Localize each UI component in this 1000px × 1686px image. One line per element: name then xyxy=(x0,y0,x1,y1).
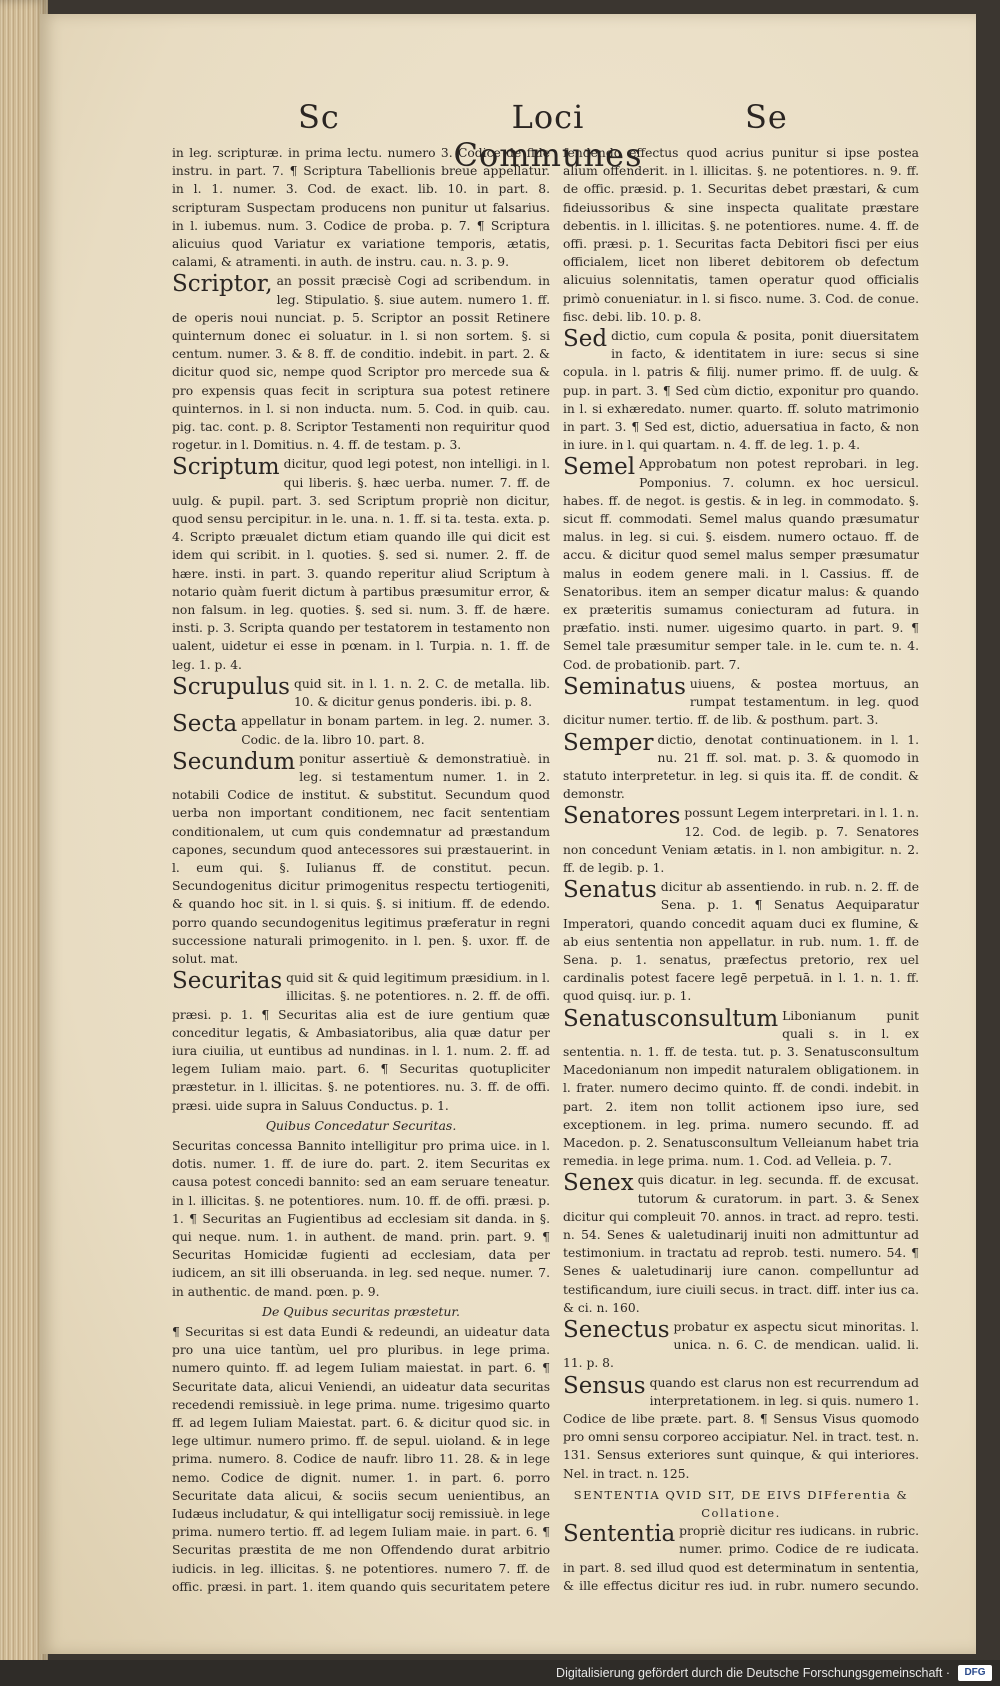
lemma-text: quid sit & quid legitimum præsidium. in l. illicitas. §. ne potentiores. n. 2. ff. de offi. præsi. p. 1. ¶ Securitas alia est de iure gentium quæ conceditur legatis, & Ambasiatoribus, alia quæ datur per iura ciuilia, ut euntibus ad nundinas. in l. 1. num. 2. ff. ad legem Iuliam maio. part. 6. ¶ Securitas quotupliciter præstetur. in l. illicitas. §. ne potentiores. nu. 3. ff. de offi. præsi. uide supra in Saluus Conductus. p. 1. xyxy=(172,971,550,1113)
footer-bar xyxy=(0,1660,1000,1686)
lemma-keyword: Sententia xyxy=(563,1521,676,1548)
lemma-entry xyxy=(172,1323,550,1594)
lemma-keyword: Securitas xyxy=(172,968,283,995)
lemma-keyword: Senatusconsultum xyxy=(563,1005,779,1032)
lemma-text: appellatur in bonam partem. in leg. 2. numer. 3. Codic. de la. libro 10. part. 8. xyxy=(241,714,550,747)
lemma-entry xyxy=(563,878,919,1005)
lemma-entry xyxy=(172,750,550,968)
lemma-text: Approbatum non potest reprobari. in leg. Pomponius. 7. column. ex hoc uersicul. habes. ff. de negot. is gestis. & in leg. in commodato. §. sicut ff. commodati. Semel malus quando præsumatur malus. in leg. si cui. §. eisdem. numero octauo. ff. de accu. & dicitur quod semel malus semper præsumatur malus in eodem genere mali. in l. Cassius. ff. de Senatoribus. item an semper dicatur malus: & quando ex præteritis sumamus coniecturam ad futura. in præfatio. insti. numer. uigesimo quarto. in part. 9. ¶ Semel tale præsumitur semper tale. in le. cum te. n. 4. Cod. de probationib. part. 7. xyxy=(563,457,919,672)
lemma-entry xyxy=(563,1318,919,1373)
lemma-text: Securitas concessa Bannito intelligitur pro prima uice. in l. dotis. numer. 1. ff. de iure do. part. 2. item Securitas ex causa potest concedi bannito: sed an eam seruare teneatur. in l. illicitas. §. ne potentiores. num. 10. ff. de offi. præsi. p. 1. ¶ Securitas an Fugientibus ad ecclesiam sit danda. in §. qui neque. num. 1. in authent. de mand. prin. part. 9. ¶ Securitas Homicidæ fugienti ad ecclesiam, data per iudicem, an sit illi obseruanda. in leg. sed neque. numer. 7. in authentic. de mand. pœn. p. 9. xyxy=(172,1138,550,1299)
lemma-text: in leg. scripturæ. in prima lectu. numero 3. Codice de fide instru. in part. 7. ¶ Scriptura Tabellionis breue appellatur. in l. 1. numer. 3. Cod. de exact. lib. 10. in part. 8. scripturam Suspectam producens non punitur ut falsarius. in l. iubemus. num. 3. Codice de proba. p. 7. ¶ Scriptura alicuius quod Variatur ex variatione temporis, ætatis, calami, & atramenti. in auth. de instru. cau. n. 3. p. 9. xyxy=(172,146,550,270)
lemma-text: dictio, denotat continuationem. in l. 1. nu. 21 ff. sol. mat. p. 3. & quomodo in statuto interpretetur. in leg. si quis ita. ff. de condit. & demonstr. xyxy=(563,732,919,802)
lemma-text: ponitur assertiuè & demonstratiuè. in leg. si testamentum numer. 1. in 2. notabili Codice de institut. & substitut. Secundum quod uerba non important conditionem, nec facit sententiam conditionalem, ut cum quis condemnatur ad præstandum capones, secundum quod antecessores sui præstauerint. in l. eum qui. §. Iulianus ff. de constitut. pecun. Secundogenitus dicitur primogenitus respectu tertiogeniti, & quando hoc sit. in l. si quis. §. si initium. ff. de edendo. porro quando secundogenitus legitimus præferatur in regni successione naturali primogenito. in l. pen. §. uxor. ff. de solut. mat. xyxy=(172,751,550,966)
lemma-text: dicitur ab assentiendo. in rub. n. 2. ff. de Sena. p. 1. ¶ Senatus Aequiparatur Imperatori, quando concedit aquam duci ex flumine, & ab eius sententia non appellatur. in rub. num. 1. ff. de Sena. p. 1. senatus, præfectus pretorio, rex uel cardinalis potest facere legē perpetuā. in l. 1. n. 1. ff. quod quisq. iur. p. 1. xyxy=(563,880,919,1004)
section-heading-caps: SENTENTIA QVID SIT, DE EIVS DIFferentia & Collatione. xyxy=(573,1487,909,1521)
lemma-entry xyxy=(172,712,550,748)
lemma-keyword: Sed xyxy=(563,326,608,353)
lemma-keyword: Scriptor, xyxy=(172,271,273,298)
lemma-entry xyxy=(563,1522,919,1594)
lemma-text: an possit præcisè Cogi ad scribendum. in leg. Stipulatio. §. siue autem. numero 1. ff. de operis noui nunciat. p. 5. Scriptor an possit Retinere quinternum donec ei soluatur. in l. si non sortem. §. si centum. numer. 3. & 8. ff. de conditio. indebit. in part. 2. & dicitur quod sic, nempe quod Scriptor pro mercede sua & pro expensis quas fecit in scriptura sua potest retinere quinternos. in l. si non inducta. num. 5. Cod. in quib. cau. pig. tac. cont. p. 8. Scriptor Testamenti non requiritur quod rogetur. in l. Domitius. n. 4. ff. de testam. p. 3. xyxy=(172,274,550,453)
dfg-logo-icon: DFG xyxy=(958,1665,992,1681)
lemma-keyword: Senex xyxy=(563,1170,634,1197)
lemma-entry xyxy=(172,272,550,454)
lemma-keyword: Secta xyxy=(172,711,238,738)
section-heading: Quibus Concedatur Securitas. xyxy=(265,1117,457,1133)
footer-credit: Digitalisierung gefördert durch die Deutsche Forschungsgemeinschaft · xyxy=(556,1666,950,1680)
lemma-text: fendendo effectus quod acrius punitur si ipse postea alium offenderit. in l. illicitas. §. ne potentiores. n. 9. ff. de offic. præsid. p. 1. Securitas debet præstari, & cum fideiussoribus & sine inspecta qualitate præstare debentis. in l. illicitas. §. ne potentiores. nume. 4. ff. de offi. præsi. p. 1. Securitas facta Debitori fisci per eius officialem, licet non liberet debitorem ob defectum alicuius solennitatis, tamen operatur quod officialis primò conueniatur. in l. si fisco. nume. 3. Cod. de conue. fisc. debi. lib. 10. p. 8. xyxy=(563,146,919,324)
lemma-text: dicitur, quod legi potest, non intelligi. in l. qui liberis. §. hæc uerba. numer. 7. ff. de uulg. & pupil. part. 3. sed Scriptum propriè non dicitur, quod sensu percipitur. in le. una. n. 1. ff. si ta. testa. exta. p. 4. Scripto præualet dictum etiam quando ille qui dicit est idem qui scribit. in l. quoties. §. sed si. numer. 2. ff. de hære. insti. in part. 3. quando reperitur aliud Scriptum à notario quàm fuerit dictum à partibus præsumitur error, & non falsum. in leg. quoties. §. sed si. num. 3. ff. de hære. insti. p. 3. Scripta quando per testatorem in testamento non ualent, uidetur ei esse in pœnam. in l. Turpia. n. 1. ff. de leg. 1. p. 4. xyxy=(172,457,550,672)
lemma-entry xyxy=(172,675,550,711)
lemma-keyword: Sensus xyxy=(563,1372,646,1399)
book-page xyxy=(40,14,976,1654)
section-heading: De Quibus securitas præstetur. xyxy=(261,1303,461,1319)
header-right-keyword: Se xyxy=(745,98,788,136)
lemma-entry xyxy=(563,804,919,877)
lemma-text: uiuens, & postea mortuus, an rumpat testamentum. in leg. quod dicitur numer. tertio. ff. de lib. & posthum. part. 3. xyxy=(563,676,919,728)
header-left-keyword: Sc xyxy=(298,98,340,136)
lemma-entry xyxy=(563,1007,919,1171)
right-column xyxy=(563,144,919,1594)
lemma-keyword: Senatores xyxy=(563,803,681,830)
lemma-text: quando est clarus non est recurrendum ad interpretationem. in leg. si quis. numero 1. Codice de libe præte. part. 8. ¶ Sensus Visus quomodo pro omni sensu corporeo accipiatur. Nel. in tract. test. n. 131. Sensus exteriores sunt quinque, & qui interiores. Nel. in tract. n. 125. xyxy=(563,1375,919,1481)
lemma-entry xyxy=(563,1374,919,1483)
lemma-keyword: Scriptum xyxy=(172,454,280,481)
lemma-text: dictio, cum copula & posita, ponit diuersitatem in facto, & identitatem in iure: secus si sine copula. in l. patris & filij. numer primo. ff. de uulg. & pup. in part. 3. ¶ Sed cùm dictio, exponitur pro quando. in l. si exhæredato. numer. quarto. ff. soluto matrimonio in part. 3. ¶ Sed est, dictio, aduersatiua in facto, & non in iure. in l. qui quartam. n. 4. ff. de leg. 1. p. 4. xyxy=(563,329,919,453)
lemma-text: quid sit. in l. 1. n. 2. C. de metalla. lib. 10. & dicitur genus ponderis. ibi. p. 8. xyxy=(293,676,550,710)
lemma-keyword: Semper xyxy=(563,729,654,756)
lemma-keyword: Semel xyxy=(563,454,636,481)
lemma-text: quis dicatur. in leg. secunda. ff. de excusat. tutorum & curatorum. in part. 3. & Senex dicitur qui compleuit 70. annos. in tract. ad repro. testi. n. 54. Senes & ualetudinarij inuiti non admittuntur ad testimonium. in tractatu ad reprob. testi. numero. 54. ¶ Senes & ualetudinarij iure canon. compelluntur ad testificandum, iure ciuili secus. in tract. diff. inter ius ca. & ci. n. 160. xyxy=(563,1173,919,1315)
lemma-text: possunt Legem interpretari. in l. 1. n. 12. Cod. de legib. p. 7. Senatores non concedunt Veniam ætatis. in l. non ambigitur. n. 2. ff. de legib. p. 1. xyxy=(563,806,919,875)
running-header xyxy=(40,98,976,174)
lemma-entry xyxy=(563,327,919,454)
lemma-entry xyxy=(172,969,550,1115)
lemma-keyword: Seminatus xyxy=(563,673,686,700)
lemma-keyword: Scrupulus xyxy=(172,673,290,700)
lemma-keyword: Senatus xyxy=(563,877,657,904)
lemma-text: probatur ex aspectu sicut minoritas. l. unica. n. 6. C. de mendican. ualid. li. 11. p. 8. xyxy=(563,1320,919,1371)
lemma-keyword: Senectus xyxy=(563,1317,670,1343)
lemma-keyword: Secundum xyxy=(172,748,296,775)
lemma-text: propriè dicitur res iudicans. in rubric. numer. primo. Codice de re iudicata. in part. 8. sed illud quod est determinatum in sententia, & ille effectus dicitur res iud. in rubr. numero secundo. xyxy=(563,1524,919,1593)
lemma-entry xyxy=(563,731,919,804)
lemma-entry xyxy=(563,144,919,326)
lemma-entry xyxy=(563,1171,919,1317)
lemma-entry xyxy=(172,455,550,673)
lemma-entry xyxy=(563,455,919,673)
header-title: Loci Communes xyxy=(453,98,643,174)
lemma-text: ¶ Securitas si est data Eundi & redeundi, an uideatur data pro una uice tantùm, uel pro pluribus. in lege prima. numero quinto. ff. ad legem Iuliam maiestat. in part. 6. ¶ Securitate data, alicui Veniendi, an uideatur data securitas recedendi remissiuè. in lege prima. nume. trigesimo quarto ff. ad legem Iuliam Maiestat. part. 6. & dicitur quod sic. in lege ultimur. numero primo. ff. de sepul. uioland. & in lege prima. numero. 8. Codice de naufr. libro 11. 28. & in lege nemo. Codice de dignit. numer. 1. in part. 6. porro Securitate data alicui, & sociis secum uenientibus, an Iudæus includatur, & qui intelligatur socij remissiuè. in lege prima. numero tertio. ff. ad legem Iuliam maie. in part. 6. ¶ Securitas præstita de me non Offendendo durat arbitrio iudicis. in leg. illicitas. §. ne potentiores. numero 7. ff. de offic. præsi. in part. 1. item quando quis securitatem petere xyxy=(172,1325,550,1594)
lemma-text: Libonianum punit quali s. in l. ex sententia. n. 1. ff. de testa. tut. p. 3. Senatusconsultum Macedonianum non impedit naturalem obligationem. in l. frater. numero decimo quinto. ff. de condi. indebit. in part. 2. item non tollit actionem ipso iure, sed exceptionem. in leg. prima. numero secundo. ff. ad Macedon. p. 2. Senatusconsultum Velleianum habet tria remedia. in lege prima. num. 1. Cod. ad Velleia. p. 7. xyxy=(563,1008,919,1169)
lemma-entry xyxy=(172,1137,550,1301)
lemma-entry xyxy=(563,675,919,730)
left-column xyxy=(172,144,550,1594)
lemma-entry xyxy=(172,144,550,271)
